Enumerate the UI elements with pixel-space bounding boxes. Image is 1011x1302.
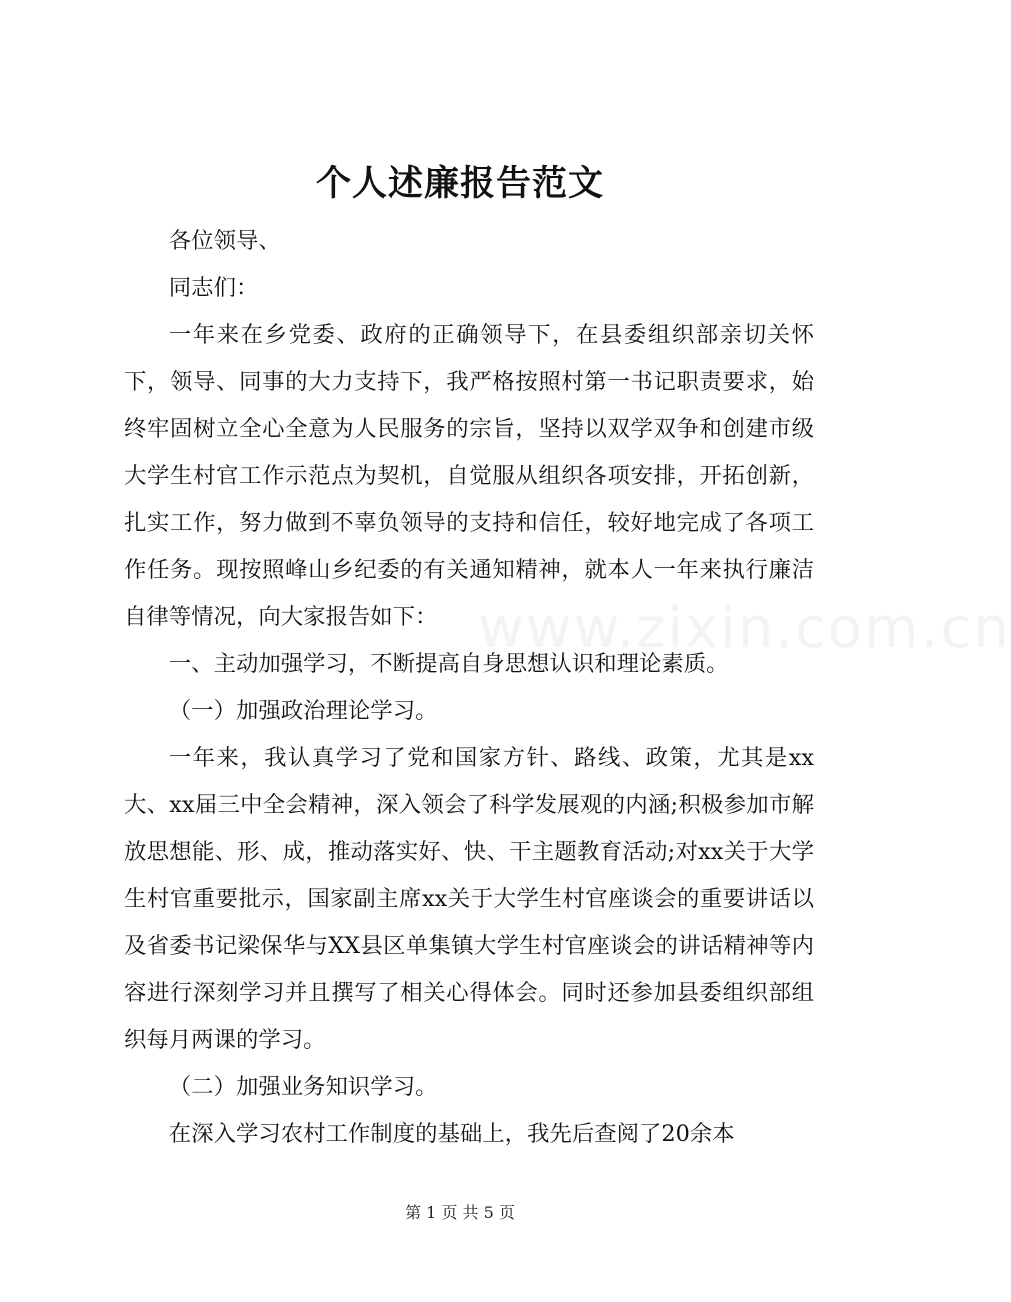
study-paragraph: 一年来，我认真学习了党和国家方针、路线、政策，尤其是xx大、xx届三中全会精神，深入领会了科学发展观的内涵;积极参加市解放思想能、形、成，推动落实好、快、干主题教育活动;对xx关于大学生村官重要批示，国家副主席xx关于大学生村官座谈会的重要讲话以及省委书记梁保华与XX县区单集镇大学生村官座谈会的讲话精神等内容进行深刻学习并且撰写了相关心得体会。同时还参加县委组织部组织每月两课的学习。	[124, 745, 814, 1053]
business-study-paragraph: 在深入学习农村工作制度的基础上，我先后查阅了20余本	[168, 1121, 735, 1147]
subsection-heading-2: （二）加强业务知识学习。	[168, 1074, 438, 1100]
section-heading-1: 一、主动加强学习，不断提高自身思想认识和理论素质。	[168, 651, 729, 677]
salutation-leaders: 各位领导、	[168, 228, 281, 254]
document-title: 个人述廉报告范文	[315, 163, 604, 204]
page-footer: 第 1 页 共 5 页	[405, 1203, 515, 1222]
document-body	[124, 218, 814, 1158]
salutation-comrades: 同志们：	[168, 275, 259, 301]
subsection-heading-1: （一）加强政治理论学习。	[168, 698, 438, 724]
watermark: www.zixin.com.cn	[478, 596, 1011, 661]
intro-paragraph: 一年来在乡党委、政府的正确领导下，在县委组织部亲切关怀下，领导、同事的大力支持下，我严格按照村第一书记职责要求，始终牢固树立全心全意为人民服务的宗旨，坚持以双学双争和创建市级大学生村官工作示范点为契机，自觉服从组织各项安排，开拓创新，扎实工作，努力做到不辜负领导的支持和信任，较好地完成了各项工作任务。现按照峰山乡纪委的有关通知精神，就本人一年来执行廉洁自律等情况，向大家报告如下：	[124, 322, 814, 630]
